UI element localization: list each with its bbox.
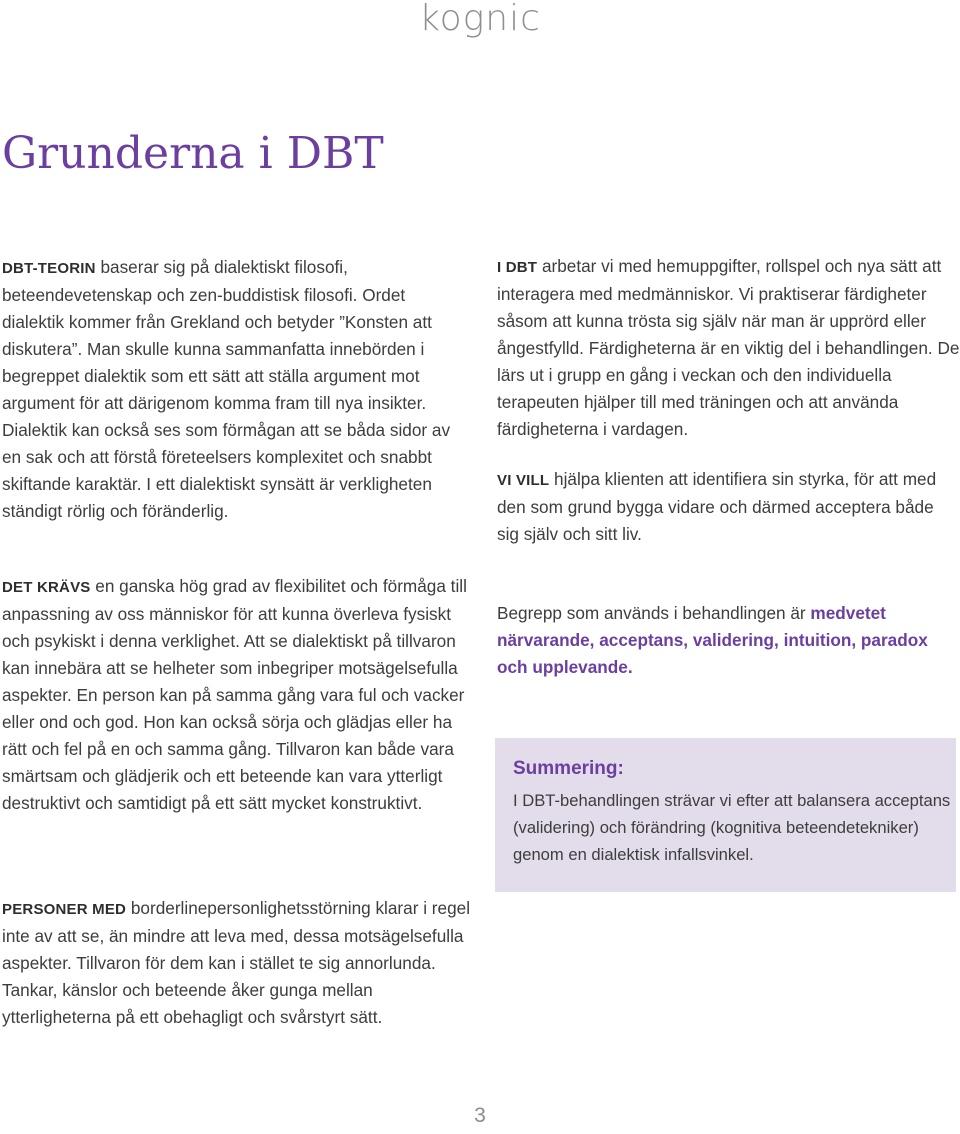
summary-text: I DBT-behandlingen strävar vi efter att balansera acceptans (validering) och förändring (kognitiva beteendetekniker) genom en dialektisk infallsvinkel. xyxy=(513,791,951,864)
paragraph-i-dbt xyxy=(497,253,960,443)
paragraph-text: hjälpa klienten att identifiera sin styrka, för att med den som grund bygga vidare och därmed acceptera både sig själv och sitt liv. xyxy=(497,469,937,544)
paragraph-text: en ganska hög grad av flexibilitet och förmåga till anpassning av oss människor för att kunna överleva fysiskt och psykiskt i denna verklighet. Att se dialektiskt på tillvaron kan innebära att se helheter som inbegriper motsägelsefulla aspekter. En person kan på samma gång vara ful och vacker eller ond och god. Hon kan också sörja och glädjas eller ha rätt och fel på en och samma gång. Tillvaron kan både vara smärtsam och glädjerik och ett beteende kan vara ytterligt destruktivt och samtidigt på ett sätt mycket konstruktivt. xyxy=(2,576,467,813)
paragraph-personer-med xyxy=(2,895,472,1031)
summary-box xyxy=(495,738,956,892)
paragraph-lead: I DBT xyxy=(497,259,538,276)
page-title: Grunderna i DBT xyxy=(2,128,384,179)
page-number: 3 xyxy=(474,1104,486,1127)
paragraph-dbt-teorin xyxy=(2,254,472,525)
highlighted-concepts: medvetet närvarande, acceptans, validering, intuition, paradox och upplevande. xyxy=(497,603,928,677)
paragraph-lead: DBT-TEORIN xyxy=(2,260,96,277)
paragraph-vi-vill xyxy=(497,466,960,548)
paragraph-text: Begrepp som används i behandlingen är xyxy=(497,603,811,623)
paragraph-det-kravs xyxy=(2,573,472,817)
paragraph-lead: DET KRÄVS xyxy=(2,579,91,596)
paragraph-text: arbetar vi med hemuppgifter, rollspel och nya sätt att interagera med medmänniskor. Vi praktiserar färdigheter såsom att kunna trösta sig själv när man är upprörd eller ångestfylld. Färdigheterna är en viktig del i behandlingen. De lärs ut i grupp en gång i veckan och den individuella terapeuten hjälper till med träningen och att använda färdigheterna i vardagen. xyxy=(497,256,960,439)
paragraph-lead: PERSONER MED xyxy=(2,901,127,918)
paragraph-begrepp xyxy=(497,600,960,681)
paragraph-text: baserar sig på dialektiskt filosofi, beteendevetenskap och zen-buddistisk filosofi. Ordet dialektik kommer från Grekland och betyder ”Konsten att diskutera”. Man skulle kunna sammanfatta innebörden i begreppet dialektik som ett sätt att ställa argument mot argument för att därigenom komma fram till nya insikter. Dialektik kan också ses som förmågan att se båda sidor av en sak och att förstå företeelsers komplexitet och snabbt skiftande karaktär. I ett dialektiskt synsätt är verkligheten ständigt rörlig och föränderlig. xyxy=(2,257,451,521)
kognic-logo: kognic xyxy=(419,0,541,39)
summary-title: Summering: xyxy=(513,758,624,779)
paragraph-lead: VI VILL xyxy=(497,472,550,489)
paragraph-text: borderlinepersonlighetsstörning klarar i regel inte av att se, än mindre att leva med, dessa motsägelsefulla aspekter. Tillvaron för dem kan i stället te sig annorlunda. Tankar, känslor och beteende åker gunga mellan ytterligheterna på ett obehagligt och svårstyrt sätt. xyxy=(2,898,471,1027)
